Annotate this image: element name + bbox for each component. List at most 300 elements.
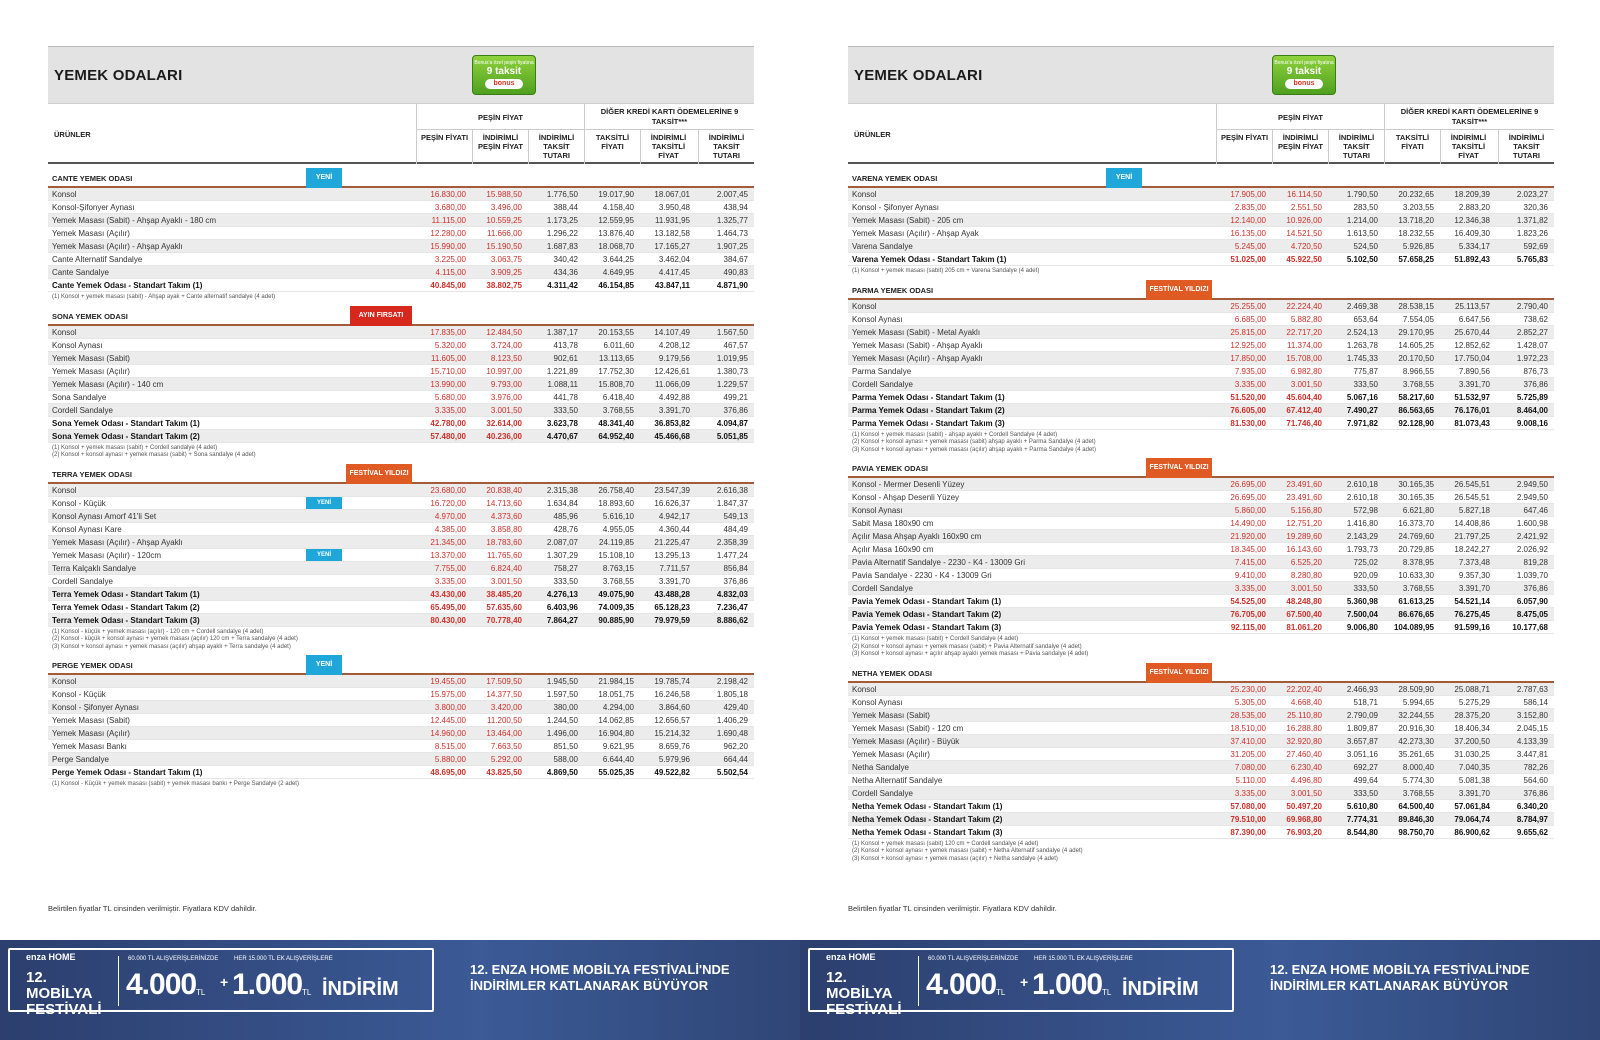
banner-condition-2: HER 15.000 TL EK ALIŞVERİŞLERE [234, 956, 333, 962]
price-cell: 51.532,97 [1454, 392, 1490, 402]
price-cell: 90.885,90 [598, 615, 634, 625]
price-cell: 592,69 [1523, 242, 1548, 251]
price-cell: 76.705,00 [1230, 610, 1266, 619]
price-cell: 7.755,00 [434, 563, 466, 573]
price-cell: 37.200,50 [1454, 736, 1490, 746]
price-cell: 35.261,65 [1398, 749, 1434, 759]
price-cell: 2.421,92 [1516, 532, 1548, 541]
price-cell: 1.600,98 [1516, 519, 1548, 528]
price-cell: 65.128,23 [654, 602, 690, 612]
price-cell: 413,78 [553, 340, 578, 350]
price-cell: 1.173,25 [546, 216, 578, 225]
price-cell: 5.827,18 [1458, 506, 1490, 515]
product-name: Yemek Masası (Sabit) - 205 cm [852, 216, 964, 225]
price-cell: 6.011,60 [603, 340, 634, 350]
table-row [848, 491, 1554, 504]
price-cell: 12.484,50 [486, 327, 522, 337]
product-name: Cordell Sandalye [852, 788, 913, 798]
product-name: Cante Alternatif Sandalye [52, 255, 143, 264]
price-cell: 2.315,38 [546, 485, 578, 495]
price-cell: 79.064,74 [1454, 814, 1490, 824]
price-cell: 12.925,00 [1230, 340, 1266, 350]
price-cell: 30.165,35 [1398, 480, 1434, 489]
table-row [48, 688, 754, 701]
price-cell: 23.547,39 [654, 485, 690, 495]
price-cell: 21.797,25 [1454, 532, 1490, 541]
section [48, 306, 754, 460]
price-cell: 7.040,35 [1458, 762, 1490, 772]
price-cell: 333,50 [553, 576, 578, 586]
product-name: Konsol [52, 190, 77, 199]
price-cell: 4.955,05 [602, 524, 634, 534]
festival-banner [800, 940, 1600, 1040]
product-name: Konsol - Küçük [52, 498, 106, 508]
price-cell: 8.123,50 [490, 353, 522, 363]
price-cell: 4.133,39 [1516, 736, 1548, 746]
price-cell: 4.492,88 [658, 392, 690, 402]
price-cell: 22.202,40 [1286, 684, 1322, 694]
price-cell: 14.408,86 [1454, 519, 1490, 528]
table-row [848, 214, 1554, 227]
price-cell: 376,86 [723, 576, 748, 586]
price-cell: 14.713,60 [486, 498, 522, 508]
price-cell: 54.525,00 [1230, 597, 1266, 606]
price-cell: 80.430,00 [430, 615, 466, 625]
price-cell: 57.080,00 [1230, 801, 1266, 811]
price-cell: 2.790,09 [1346, 710, 1378, 720]
price-cell: 19.455,00 [430, 677, 466, 686]
price-cell: 76.903,20 [1286, 827, 1322, 837]
price-cell: 1.380,73 [716, 366, 748, 376]
price-cell: 1.687,83 [546, 242, 578, 251]
price-cell: 2.883,20 [1458, 203, 1490, 212]
price-cell: 24.769,60 [1398, 532, 1434, 541]
col-group-taksit: DİĞER KREDİ KARTI ÖDEMELERİNE 9 TAKSİT*** [584, 104, 754, 130]
price-cell: 851,50 [553, 742, 578, 751]
table-row [848, 417, 1554, 430]
section-rows [48, 484, 754, 627]
table-row [48, 614, 754, 627]
price-cell: 376,86 [1523, 584, 1548, 593]
price-cell: 11.066,09 [655, 379, 690, 389]
price-cell: 428,76 [553, 524, 578, 534]
price-cell: 1.823,26 [1516, 229, 1548, 238]
note-line: (2) Konsol + konsol aynası + yemek masası (sabit) + Netha Alternatif sandalye (4 adet) [852, 848, 1083, 854]
product-name: Netha Yemek Odası - Standart Takım (2) [852, 814, 1003, 824]
currency-2: TL [302, 988, 312, 997]
discount-amount-2: 1.000 [1032, 968, 1103, 1001]
table-row [48, 391, 754, 404]
price-cell: 333,50 [1353, 379, 1378, 389]
product-name: Konsol - Şifonyer Aynası [852, 203, 940, 212]
table-row [48, 326, 754, 339]
table-row [848, 391, 1554, 404]
price-cell: 23.491,60 [1286, 480, 1322, 489]
price-cell: 42.273,30 [1398, 736, 1434, 746]
product-name: Cordell Sandalye [52, 576, 113, 586]
product-name: Yemek Masası (Sabit) - Ahşap Ayaklı [852, 340, 983, 350]
banner-slogan [470, 962, 730, 994]
price-cell: 49.075,90 [598, 589, 634, 599]
price-cell: 16.135,00 [1230, 229, 1266, 238]
price-cell: 16.143,60 [1286, 545, 1322, 554]
price-cell: 17.750,04 [1454, 353, 1490, 363]
price-cell: 20.916,30 [1398, 723, 1434, 733]
product-name: Terra Yemek Odası - Standart Takım (2) [52, 602, 200, 612]
note-line: (2) Konsol - küçük + konsol aynası + yemek masası (açılır) 120 cm + Terra sandalye (4 adet) [52, 636, 298, 642]
price-cell: 81.061,20 [1286, 623, 1322, 632]
price-cell: 5.275,29 [1458, 697, 1490, 707]
price-cell: 572,98 [1353, 506, 1378, 515]
banner-box [808, 948, 1234, 1018]
section-tag: YENİ [1106, 168, 1142, 188]
bonus-logo: bonus [485, 79, 523, 89]
price-cell: 5.067,16 [1346, 392, 1378, 402]
price-cell: 4.360,44 [658, 524, 690, 534]
table-row [48, 279, 754, 292]
product-name: Konsol [52, 677, 77, 686]
price-cell: 86.676,65 [1398, 610, 1434, 619]
product-name: Konsol - Şifonyer Aynası [52, 703, 140, 712]
price-cell: 23.491,60 [1286, 493, 1322, 502]
price-cell: 15.808,70 [598, 379, 634, 389]
product-name: Parma Sandalye [852, 366, 912, 376]
col-c3: İNDİRİMLİ TAKSİT TUTARI [528, 130, 584, 164]
price-cell: 32.920,80 [1286, 736, 1322, 746]
table-row [48, 266, 754, 279]
product-name: Konsol Aynası [852, 314, 903, 324]
price-cell: 3.152,80 [1516, 710, 1548, 720]
price-cell: 8.784,97 [1516, 814, 1548, 824]
product-name: Perge Yemek Odası - Standart Takım (1) [52, 768, 203, 777]
price-cell: 38.485,20 [486, 589, 522, 599]
price-cell: 17.850,00 [1230, 353, 1266, 363]
price-cell: 18.051,75 [598, 690, 634, 699]
price-cell: 15.975,00 [430, 690, 466, 699]
price-cell: 40.236,00 [486, 431, 522, 441]
price-cell: 9.357,30 [1458, 571, 1490, 580]
price-cell: 775,87 [1353, 366, 1378, 376]
col-urunler: ÜRÜNLER [854, 130, 891, 139]
price-cell: 25.088,71 [1454, 684, 1490, 694]
festival-name: 12. MOBİLYA FESTİVALİ [826, 969, 902, 1018]
price-cell: 45.604,40 [1286, 392, 1322, 402]
price-cell: 17.835,00 [430, 327, 466, 337]
product-name: Konsol [52, 485, 77, 495]
note-line: (1) Konsol + yemek masası (sabit) - Ahşap ayak + Cante alternatif sandalye (4 adet) [52, 294, 276, 300]
price-cell: 3.001,50 [1290, 788, 1322, 798]
table-row [848, 504, 1554, 517]
price-cell: 92.128,90 [1398, 418, 1434, 428]
price-cell: 3.976,00 [490, 392, 522, 402]
price-cell: 3.864,60 [658, 703, 690, 712]
price-cell: 1.307,29 [546, 550, 578, 560]
table-row [48, 753, 754, 766]
price-cell: 3.768,55 [1402, 379, 1434, 389]
price-cell: 3.203,55 [1402, 203, 1434, 212]
price-cell: 15.108,10 [598, 550, 634, 560]
price-cell: 8.475,05 [1516, 610, 1548, 619]
price-cell: 3.001,50 [1290, 584, 1322, 593]
price-cell: 8.378,95 [1402, 558, 1434, 567]
price-cell: 962,20 [723, 742, 748, 751]
price-cell: 25.815,00 [1230, 327, 1266, 337]
price-cell: 1.496,00 [546, 729, 578, 738]
price-cell: 1.945,50 [546, 677, 578, 686]
product-name: Pavia Yemek Odası - Standart Takım (2) [852, 610, 1002, 619]
price-cell: 3.768,55 [602, 405, 634, 415]
price-cell: 499,64 [1353, 775, 1378, 785]
price-cell: 15.988,50 [486, 190, 522, 199]
table-row [48, 417, 754, 430]
price-cell: 3.391,70 [1458, 584, 1490, 593]
price-cell: 3.391,70 [1458, 379, 1490, 389]
table-row [48, 740, 754, 753]
price-cell: 32.244,55 [1398, 710, 1434, 720]
price-cell: 57.635,60 [486, 602, 522, 612]
note-line: (3) Konsol + konsol aynası + yemek masası (açılır) + Netha sandalye (4 adet) [852, 855, 1058, 862]
price-cell: 13.295,13 [654, 550, 690, 560]
section-header [848, 663, 1554, 683]
product-name: Yemek Masası Bankı [52, 742, 127, 751]
price-cell: 87.390,00 [1230, 827, 1266, 837]
price-cell: 16.626,37 [654, 498, 690, 508]
price-cell: 1.039,70 [1516, 571, 1548, 580]
product-name: Konsol [852, 684, 877, 694]
price-cell: 5.081,38 [1458, 775, 1490, 785]
price-cell: 12.852,62 [1454, 340, 1490, 350]
price-cell: 6.824,40 [490, 563, 522, 573]
price-cell: 79.979,59 [654, 615, 690, 625]
price-cell: 5.680,00 [434, 392, 466, 402]
price-cell: 384,67 [723, 255, 748, 264]
price-cell: 11.666,00 [487, 229, 522, 238]
price-cell: 5.245,00 [1234, 242, 1266, 251]
price-cell: 86.563,65 [1398, 405, 1434, 415]
banner-condition-1: 60.000 TL ALIŞVERİŞLERİNİZDE [928, 956, 1019, 962]
price-cell: 1.416,80 [1346, 519, 1378, 528]
price-cell: 16.904,80 [598, 729, 634, 738]
price-cell: 490,83 [723, 268, 748, 277]
product-name: Yemek Masası (Açılır) - 120cm [52, 550, 162, 560]
price-cell: 4.470,67 [546, 431, 578, 441]
price-cell: 485,96 [553, 511, 578, 521]
price-cell: 692,27 [1353, 762, 1378, 772]
price-cell: 588,00 [553, 755, 578, 764]
column-header [848, 104, 1554, 164]
table-row [48, 484, 754, 497]
table-row [48, 601, 754, 614]
table-row [48, 339, 754, 352]
section-rows [48, 675, 754, 779]
table-row [848, 826, 1554, 839]
price-cell: 782,26 [1523, 762, 1548, 772]
price-cell: 320,36 [1523, 203, 1548, 212]
price-cell: 14.377,50 [486, 690, 522, 699]
table-row [848, 595, 1554, 608]
table-row [48, 549, 754, 562]
product-name: Netha Yemek Odası - Standart Takım (1) [852, 801, 1003, 811]
table-row [848, 621, 1554, 634]
section-header [848, 458, 1554, 478]
price-cell: 467,57 [723, 340, 748, 350]
col-c4: TAKSİTLİ FİYATI [1384, 130, 1440, 164]
price-cell: 15.214,32 [654, 729, 690, 738]
product-name: Sona Sandalye [52, 392, 107, 402]
price-cell: 7.711,57 [659, 563, 690, 573]
price-cell: 1.428,07 [1516, 340, 1548, 350]
section-rows [848, 478, 1554, 634]
price-cell: 18.783,60 [486, 537, 522, 547]
price-cell: 15.710,00 [430, 366, 466, 376]
price-cell: 441,78 [553, 392, 578, 402]
section-rows [848, 300, 1554, 430]
table-row [848, 365, 1554, 378]
price-cell: 3.051,16 [1346, 749, 1378, 759]
price-cell: 12.559,95 [598, 216, 634, 225]
table-row [48, 352, 754, 365]
table-row [848, 735, 1554, 748]
price-cell: 376,86 [1523, 379, 1548, 389]
price-cell: 333,50 [1353, 584, 1378, 593]
price-cell: 19.017,90 [598, 190, 634, 199]
price-cell: 283,50 [1353, 203, 1378, 212]
price-cell: 3.335,00 [434, 576, 466, 586]
price-cell: 4.115,00 [435, 268, 466, 277]
product-name: Netha Sandalye [852, 762, 909, 772]
price-cell: 12.140,00 [1230, 216, 1266, 225]
enza-home-logo: enza HOME [826, 952, 876, 962]
col-c6: İNDİRİMLİ TAKSİT TUTARI [1498, 130, 1554, 164]
price-cell: 20.729,85 [1398, 545, 1434, 554]
price-cell: 4.942,17 [658, 511, 690, 521]
price-cell: 74.009,35 [598, 602, 634, 612]
price-cell: 8.886,62 [716, 615, 748, 625]
product-name: Konsol Aynası [852, 506, 903, 515]
table-row [48, 201, 754, 214]
product-name: Pavia Alternatif Sandalye - 2230 - K4 - 13009 Gri [852, 558, 1025, 567]
product-name: Konsol Aynası Kare [52, 524, 122, 534]
price-cell: 4.276,13 [546, 589, 578, 599]
price-cell: 5.051,85 [716, 431, 748, 441]
bonus-9-taksit-badge [472, 55, 536, 95]
price-cell: 3.768,55 [1402, 584, 1434, 593]
price-cell: 5.860,00 [1234, 506, 1266, 515]
price-cell: 1.263,78 [1346, 340, 1378, 350]
product-name: Yemek Masası (Sabit) [852, 710, 930, 720]
price-cell: 4.417,45 [658, 268, 690, 277]
price-cell: 2.198,42 [716, 677, 748, 686]
price-cell: 10.633,30 [1398, 571, 1434, 580]
price-cell: 23.680,00 [430, 485, 466, 495]
price-cell: 92.115,00 [1230, 623, 1266, 632]
product-name: Konsol - Küçük [52, 690, 106, 699]
price-cell: 429,40 [723, 703, 748, 712]
festival-banner [0, 940, 800, 1040]
price-cell: 19.289,60 [1286, 532, 1322, 541]
price-cell: 3.391,70 [1458, 788, 1490, 798]
price-cell: 518,71 [1353, 697, 1378, 707]
sheet-header [848, 46, 1554, 104]
price-cell: 7.890,56 [1458, 366, 1490, 376]
product-name: Konsol Aynası Amorf 41'li Set [52, 511, 157, 521]
price-cell: 725,02 [1353, 558, 1378, 567]
table-row [48, 378, 754, 391]
section-notes [48, 627, 754, 652]
price-cell: 10.997,00 [486, 366, 522, 376]
price-cell: 6.057,90 [1516, 597, 1548, 606]
price-cell: 9.006,80 [1346, 623, 1378, 632]
banner-condition-1: 60.000 TL ALIŞVERİŞLERİNİZDE [128, 956, 219, 962]
col-group-pesin: PEŞİN FİYAT [416, 104, 584, 130]
price-cell: 1.745,33 [1346, 353, 1378, 363]
table-row [48, 365, 754, 378]
badge-line2: 9 taksit [486, 66, 522, 77]
note-line: (1) Konsol - Küçük + yemek masası (sabit) + yemek masası bankı + Perge Sandalye (2 adet) [52, 781, 299, 787]
price-cell: 51.025,00 [1230, 255, 1266, 264]
price-cell: 79.510,00 [1230, 814, 1266, 824]
page-title: YEMEK ODALARI [854, 67, 983, 84]
price-cell: 22.717,20 [1286, 327, 1322, 337]
price-cell: 36.853,82 [654, 418, 690, 428]
price-cell: 2.358,39 [716, 537, 748, 547]
slogan-line-1: 12. ENZA HOME MOBİLYA FESTİVALİ'NDE [470, 962, 730, 977]
product-name: Konsol Aynası [852, 697, 903, 707]
price-cell: 7.373,48 [1458, 558, 1490, 567]
table-row [48, 188, 754, 201]
bonus-9-taksit-badge [1272, 55, 1336, 95]
price-cell: 22.224,40 [1286, 301, 1322, 311]
price-cell: 6.403,96 [546, 602, 578, 612]
price-cell: 524,50 [1353, 242, 1378, 251]
price-cell: 18.406,34 [1454, 723, 1490, 733]
price-cell: 17.165,27 [654, 242, 690, 251]
price-cell: 5.360,98 [1346, 597, 1378, 606]
price-cell: 26.545,51 [1454, 493, 1490, 502]
discount-label: İNDİRİM [1122, 978, 1199, 1000]
price-cell: 3.391,70 [658, 576, 690, 586]
price-cell: 48.695,00 [430, 768, 466, 777]
price-cell: 21.225,47 [654, 537, 690, 547]
price-cell: 376,86 [1523, 788, 1548, 798]
col-c4: TAKSİTLİ FİYATI [584, 130, 640, 164]
price-cell: 26.545,51 [1454, 480, 1490, 489]
price-cell: 67.412,40 [1286, 405, 1322, 415]
note-line: (1) Konsol + yemek masası (sabit) 120 cm + Cordell sandalye (4 adet) [852, 840, 1039, 847]
price-cell: 4.094,87 [716, 418, 748, 428]
price-cell: 2.949,50 [1516, 480, 1548, 489]
table-row [48, 588, 754, 601]
product-name: Terra Yemek Odası - Standart Takım (3) [52, 615, 200, 625]
discount-amount-1: 4.000 [926, 968, 997, 1001]
price-cell: 4.496,80 [1290, 775, 1322, 785]
table-row [48, 523, 754, 536]
price-cell: 8.000,40 [1402, 762, 1434, 772]
price-cell: 16.373,70 [1398, 519, 1434, 528]
table-row [848, 813, 1554, 826]
product-name: Cante Sandalye [52, 268, 109, 277]
table-row [48, 214, 754, 227]
price-cell: 14.062,85 [598, 716, 634, 725]
price-cell: 20.232,65 [1398, 190, 1434, 199]
price-cell: 376,86 [723, 405, 748, 415]
price-cell: 3.420,00 [490, 703, 522, 712]
price-cell: 2.023,27 [1516, 190, 1548, 199]
price-cell: 18.345,00 [1230, 545, 1266, 554]
note-line: (3) Konsol + konsol aynası + yemek masası (açılır) ahşap ayaklı + Parma Sandalye (4 adet) [852, 446, 1096, 453]
price-cell: 3.063,75 [490, 255, 522, 264]
price-cell: 18.232,55 [1398, 229, 1434, 238]
